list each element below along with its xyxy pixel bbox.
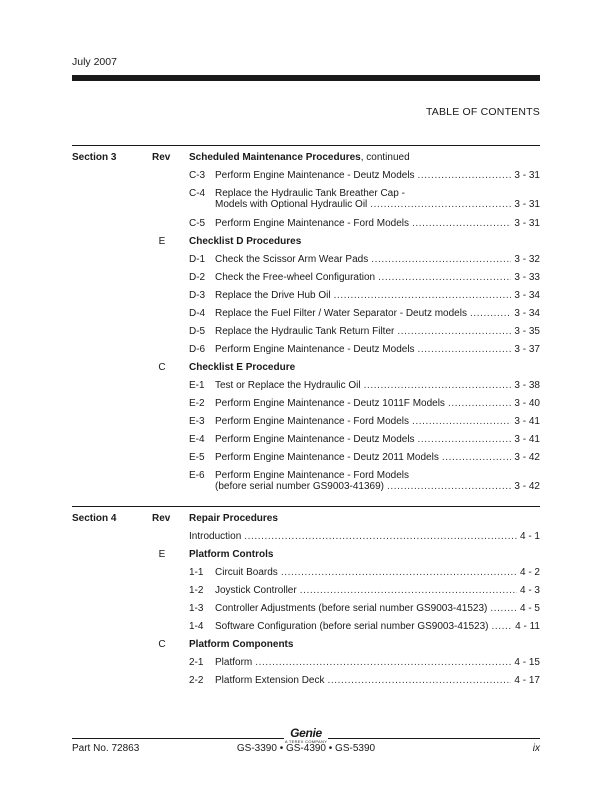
entry-page: 3 - 42 — [514, 481, 540, 492]
section-4-label: Section 4 — [72, 513, 117, 524]
entry-number: C-5 — [189, 218, 206, 229]
page-number: ix — [532, 743, 540, 754]
entry-title-line: Perform Engine Maintenance - Ford Models — [215, 470, 409, 481]
dot-leader — [371, 254, 511, 265]
header-bar — [72, 75, 540, 81]
entry-page: 3 - 31 — [514, 199, 540, 210]
toc-entry[interactable] — [189, 657, 540, 668]
entry-number: D-6 — [189, 344, 206, 355]
group-title: Checklist D Procedures — [189, 236, 302, 247]
entry-page: 3 - 40 — [514, 398, 540, 409]
entry-page: 3 - 34 — [514, 308, 540, 319]
toc-entry[interactable] — [189, 567, 540, 578]
entry-number: E-6 — [189, 470, 205, 481]
entry-title: Joystick Controller — [215, 585, 297, 596]
entry-title: Circuit Boards — [215, 567, 278, 578]
entry-page: 3 - 33 — [514, 272, 540, 283]
dot-leader — [418, 434, 512, 445]
dot-leader — [470, 308, 511, 319]
toc-entry[interactable] — [189, 254, 540, 265]
toc-entry[interactable] — [189, 398, 540, 409]
section-4-rev-header: Rev — [152, 513, 171, 524]
entry-title: Replace the Fuel Filter / Water Separator - Deutz models — [215, 308, 467, 319]
entry-number: 2-2 — [189, 675, 204, 686]
toc-entry[interactable] — [189, 585, 540, 596]
dot-leader — [418, 344, 512, 355]
entry-page: 4 - 1 — [519, 531, 540, 542]
toc-entry[interactable] — [189, 621, 540, 632]
genie-logo — [284, 727, 328, 744]
rev-code: E — [158, 236, 166, 247]
entry-title: Perform Engine Maintenance - Deutz Models — [215, 434, 415, 445]
entry-title: Check the Scissor Arm Wear Pads — [215, 254, 369, 265]
dot-leader — [412, 416, 511, 427]
section-3-rev-header: Rev — [152, 152, 171, 163]
group-title — [189, 152, 410, 163]
group-title-suffix: , continued — [360, 152, 410, 163]
footer-rule-right — [328, 738, 540, 739]
toc-entry[interactable] — [189, 272, 540, 283]
section-4-divider — [72, 506, 540, 507]
entry-number: 1-1 — [189, 567, 204, 578]
entry-title: Platform — [215, 657, 253, 668]
entry-page: 3 - 32 — [514, 254, 540, 265]
part-number: Part No. 72863 — [72, 743, 140, 754]
entry-page: 3 - 41 — [514, 434, 540, 445]
toc-entry[interactable] — [189, 326, 540, 337]
entry-title: Perform Engine Maintenance - Ford Models — [215, 218, 409, 229]
toc-entry-introduction[interactable] — [189, 531, 540, 542]
entry-title-line: Replace the Hydraulic Tank Breather Cap - — [215, 188, 405, 199]
entry-page: 3 - 31 — [514, 170, 540, 181]
dot-leader — [370, 199, 511, 210]
entry-title: Software Configuration (before serial number GS9003-41523) — [215, 621, 489, 632]
dot-leader — [387, 481, 511, 492]
dot-leader — [492, 621, 513, 632]
toc-entry[interactable] — [189, 380, 540, 391]
entry-title: Perform Engine Maintenance - Ford Models — [215, 416, 409, 427]
toc-entry[interactable] — [189, 416, 540, 427]
entry-title: Perform Engine Maintenance - Deutz 2011 Models — [215, 452, 439, 463]
dot-leader — [442, 452, 512, 463]
dot-leader — [244, 531, 517, 542]
header-date: July 2007 — [72, 56, 117, 68]
dot-leader — [281, 567, 517, 578]
entry-number: 1-4 — [189, 621, 204, 632]
entry-number: D-2 — [189, 272, 206, 283]
logo-subtext: A TEREX COMPANY — [284, 739, 328, 744]
entry-title: Controller Adjustments (before serial number GS9003-41523) — [215, 603, 488, 614]
toc-entry[interactable] — [189, 452, 540, 463]
footer-rule-left — [72, 738, 284, 739]
entry-page: 3 - 42 — [514, 452, 540, 463]
entry-title: Replace the Drive Hub Oil — [215, 290, 331, 301]
entry-title: Perform Engine Maintenance - Deutz Models — [215, 344, 415, 355]
dot-leader — [328, 675, 512, 686]
dot-leader — [378, 272, 511, 283]
entry-page: 4 - 5 — [519, 603, 540, 614]
dot-leader — [334, 290, 512, 301]
entry-number: E-1 — [189, 380, 205, 391]
entry-title: (before serial number GS9003-41369) — [215, 481, 384, 492]
entry-page: 3 - 41 — [514, 416, 540, 427]
toc-entry[interactable] — [189, 170, 540, 181]
group-title-text: Scheduled Maintenance Procedures — [189, 152, 361, 163]
group-title: Checklist E Procedure — [189, 362, 296, 373]
entry-page: 3 - 34 — [514, 290, 540, 301]
entry-number: C-4 — [189, 188, 206, 199]
entry-title: Perform Engine Maintenance - Deutz 1011F Models — [215, 398, 445, 409]
toc-entry[interactable] — [189, 434, 540, 445]
entry-number: D-4 — [189, 308, 206, 319]
dot-leader — [255, 657, 511, 668]
entry-page: 4 - 17 — [514, 675, 540, 686]
entry-number: 1-3 — [189, 603, 204, 614]
dot-leader — [418, 170, 512, 181]
entry-number: D-1 — [189, 254, 206, 265]
entry-title: Platform Extension Deck — [215, 675, 325, 686]
entry-number: D-3 — [189, 290, 206, 301]
rev-code: C — [158, 639, 166, 650]
entry-number: D-5 — [189, 326, 206, 337]
dot-leader — [397, 326, 511, 337]
entry-page: 3 - 38 — [514, 380, 540, 391]
page-title: TABLE OF CONTENTS — [425, 106, 540, 118]
entry-title: Check the Free-wheel Configuration — [215, 272, 376, 283]
entry-number: E-5 — [189, 452, 205, 463]
rev-code: C — [158, 362, 166, 373]
dot-leader — [300, 585, 517, 596]
rev-code: E — [158, 549, 166, 560]
group-title: Platform Controls — [189, 549, 274, 560]
model-numbers: GS-3390 • GS-4390 • GS-5390 — [236, 743, 376, 754]
toc-entry[interactable] — [189, 603, 540, 614]
entry-page: 3 - 37 — [514, 344, 540, 355]
entry-number: E-2 — [189, 398, 205, 409]
entry-title: Introduction — [189, 531, 242, 542]
section-3-divider — [72, 145, 540, 146]
toc-entry[interactable] — [189, 308, 540, 319]
section-3-label: Section 3 — [72, 152, 117, 163]
toc-entry[interactable] — [189, 675, 540, 686]
entry-page: 4 - 11 — [515, 621, 540, 632]
entry-number: 2-1 — [189, 657, 204, 668]
entry-page: 4 - 2 — [519, 567, 540, 578]
entry-number: E-4 — [189, 434, 205, 445]
group-title: Platform Components — [189, 639, 294, 650]
entry-title: Models with Optional Hydraulic Oil — [215, 199, 368, 210]
entry-page: 4 - 15 — [514, 657, 540, 668]
toc-entry[interactable] — [189, 218, 540, 229]
toc-entry[interactable] — [189, 470, 540, 492]
dot-leader — [448, 398, 511, 409]
entry-number: 1-2 — [189, 585, 204, 596]
entry-page: 3 - 31 — [514, 218, 540, 229]
entry-title: Perform Engine Maintenance - Deutz Models — [215, 170, 415, 181]
entry-title: Test or Replace the Hydraulic Oil — [215, 380, 361, 391]
toc-entry[interactable] — [189, 188, 540, 210]
entry-number: C-3 — [189, 170, 206, 181]
dot-leader — [490, 603, 517, 614]
entry-page: 3 - 35 — [514, 326, 540, 337]
entry-page: 4 - 3 — [519, 585, 540, 596]
toc-entry[interactable] — [189, 344, 540, 355]
group-title: Repair Procedures — [189, 513, 278, 524]
entry-title: Replace the Hydraulic Tank Return Filter — [215, 326, 395, 337]
logo-text: Genie — [290, 726, 322, 740]
toc-entry[interactable] — [189, 290, 540, 301]
dot-leader — [364, 380, 512, 391]
entry-number: E-3 — [189, 416, 205, 427]
dot-leader — [412, 218, 511, 229]
